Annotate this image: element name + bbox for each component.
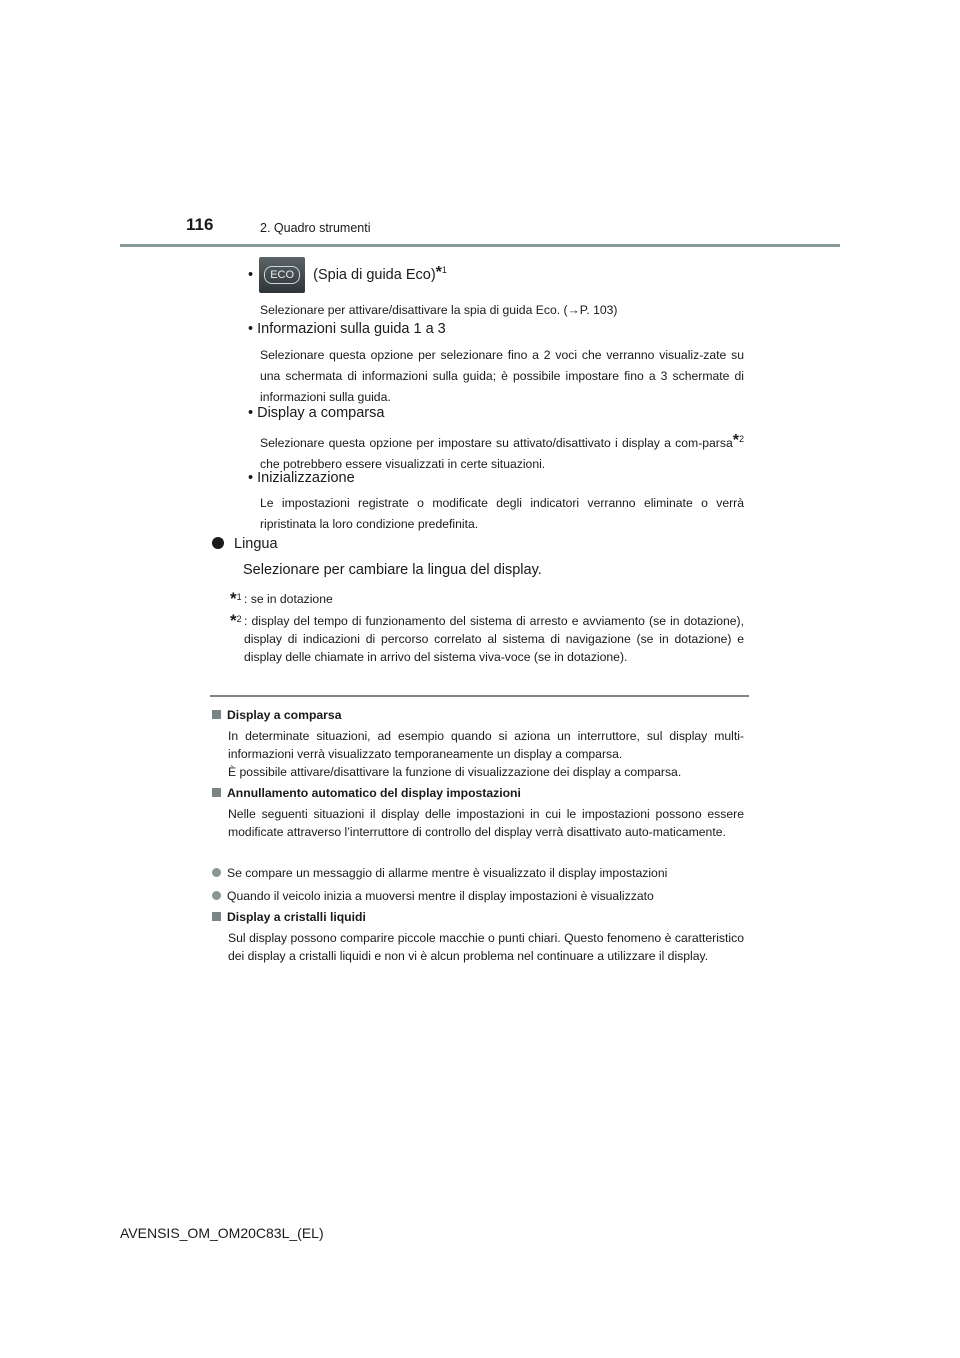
inizializzazione-title: Inizializzazione	[257, 470, 355, 486]
footnote-1: *$^1$ : se in dotazione	[230, 589, 333, 608]
bullet: •	[248, 405, 254, 421]
bullet: •	[248, 266, 254, 283]
bullet-dot-icon	[212, 868, 221, 877]
list-item-info-guida	[248, 321, 446, 337]
document-code: AVENSIS_OM_OM20C83L_(EL)	[120, 1225, 324, 1241]
footnote-ref: 1	[441, 265, 447, 275]
display-comparsa-description: Selezionare questa opzione per impostare su attivato/disattivato i display a com-parsa*$^2$ che potrebbero essere visualizzati in certe situazioni.	[260, 432, 744, 472]
list-item-lingua	[212, 536, 278, 552]
lingua-title: Lingua	[234, 536, 278, 552]
section-body-comparsa: In determinate situazioni, ad esempio quando si aziona un interruttore, sul display multi-informazioni verrà visualizzato temporaneamente un display a comparsa. È possibile attivare/disattivare la funzione di visualizzazione dei display a comparsa.	[228, 729, 744, 779]
square-bullet-icon	[212, 710, 221, 719]
list-item-eco	[248, 257, 447, 293]
bullet: •	[248, 470, 254, 486]
info-guida-description: Selezionare questa opzione per selezionare fino a 2 voci che verranno visualiz-zate su una schermata di informazioni sulla guida; è possibile impostare fino a 3 schermate di informazioni sulla guida.	[260, 348, 744, 404]
inizializzazione-description: Le impostazioni registrate o modificate degli indicatori verranno eliminate o verrà ripristinata la loro condizione predefinita.	[260, 496, 744, 531]
list-item-inizializzazione	[248, 470, 355, 486]
list-item: Se compare un messaggio di allarme mentre è visualizzato il display impostazioni	[212, 864, 667, 882]
info-guida-title: Informazioni sulla guida 1 a 3	[257, 321, 446, 337]
footnote-ref: 2	[738, 434, 744, 444]
section-body-annullamento: Nelle seguenti situazioni il display delle impostazioni in cui le impostazioni possono essere modificate attraverso l’interruttore di controllo del display verrà disattivato auto-maticamente.	[228, 807, 744, 839]
section-divider	[210, 695, 749, 697]
lingua-description: Selezionare per cambiare la lingua del display.	[243, 562, 542, 578]
square-bullet-icon	[212, 788, 221, 797]
bullet-dot-icon	[212, 891, 221, 900]
list-item-display-comparsa	[248, 405, 384, 421]
page-number: 116	[186, 215, 214, 234]
section-title-cristalli: Display a cristalli liquidi	[212, 910, 366, 924]
header-divider	[120, 244, 840, 247]
square-bullet-icon	[212, 912, 221, 921]
eco-icon: ECO	[259, 257, 305, 293]
bullet-dot-icon	[212, 537, 224, 549]
section-title-comparsa: Display a comparsa	[212, 708, 341, 722]
bullet: •	[248, 321, 254, 337]
footnote-2: *$^2$ : display del tempo di funzionamento del sistema di arresto e avviamento (se in dotazione), display di indicazioni di percorso correlato al sistema di navigazione (se in dotazione) e display delle chiamate in arrivo del sistema viva-voce (se in dotazione).	[230, 611, 744, 664]
asterisk: *	[435, 263, 442, 281]
eco-title: (Spia di guida Eco)	[313, 266, 436, 283]
asterisk: *	[732, 432, 739, 450]
section-title-annullamento: Annullamento automatico del display impostazioni	[212, 786, 521, 800]
display-comparsa-title: Display a comparsa	[257, 405, 385, 421]
eco-description: Selezionare per attivare/disattivare la spia di guida Eco. (→P. 103)	[260, 303, 618, 317]
list-item: Quando il veicolo inizia a muoversi mentre il display impostazioni è visualizzato	[212, 887, 654, 905]
section-body-cristalli: Sul display possono comparire piccole macchie o punti chiari. Questo fenomeno è caratteristico dei display a cristalli liquidi e non vi è alcun problema nel continuare a utilizzare il display.	[228, 931, 744, 963]
chapter-title: 2. Quadro strumenti	[260, 221, 371, 235]
